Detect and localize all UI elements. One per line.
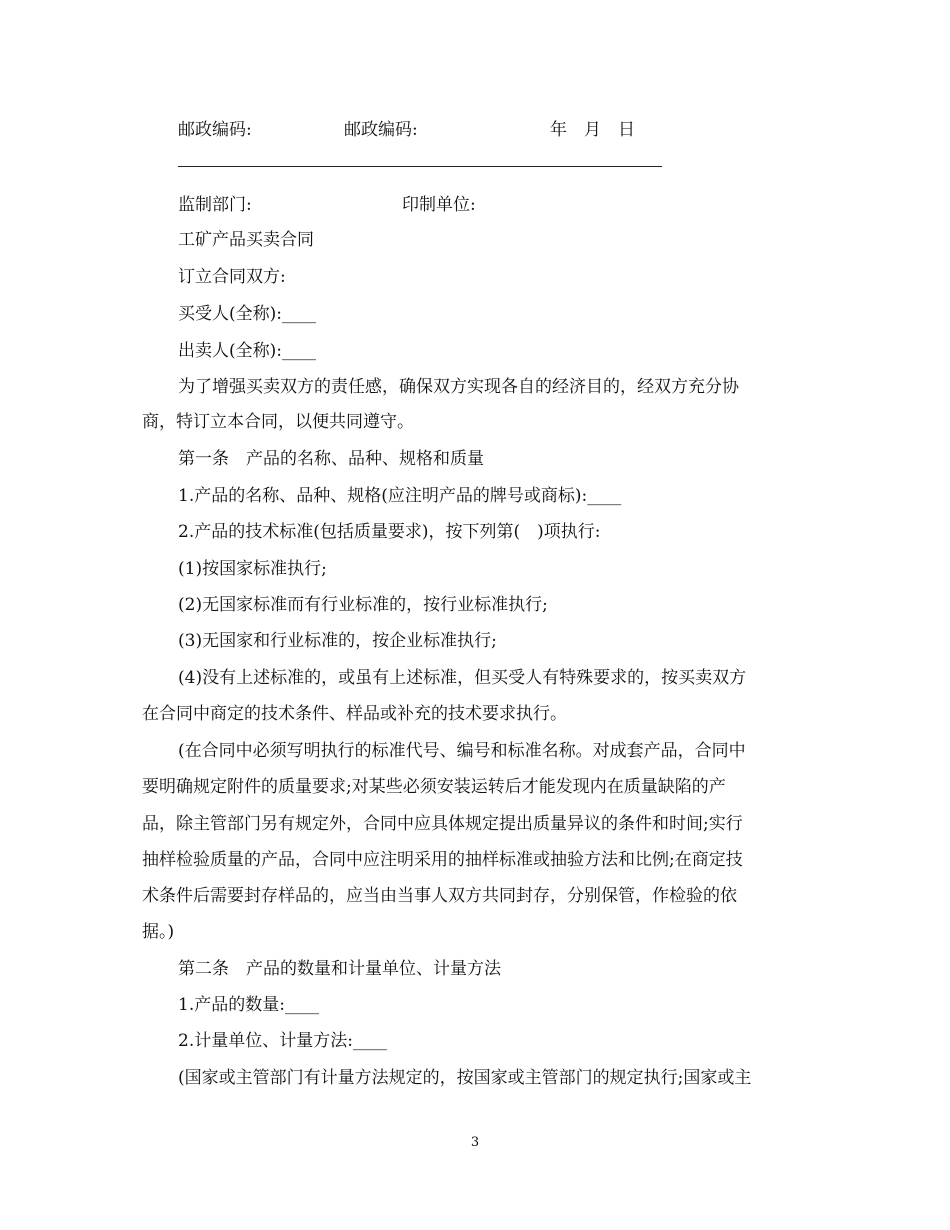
paragraph-line: 据。)	[142, 922, 175, 942]
paragraph-line: 为了增强买卖双方的责任感，确保双方实现各自的经济目的，经双方充分协	[178, 377, 739, 397]
paragraph-line: 订立合同双方:	[178, 267, 286, 287]
printer-label: 印制单位:	[402, 195, 476, 215]
paragraph-line: (国家或主管部门有计量方法规定的，按国家或主管部门的规定执行;国家或主	[178, 1068, 752, 1088]
paragraph-line: 1.产品的名称、品种、规格(应注明产品的牌号或商标):____	[178, 486, 622, 506]
postcode-label-1: 邮政编码:	[178, 120, 252, 140]
paragraph-line: 出卖人(全称):____	[178, 341, 316, 361]
paragraph-line: (3)无国家和行业标准的，按企业标准执行;	[178, 631, 497, 651]
header-divider	[178, 166, 662, 167]
postcode-label-2: 邮政编码:	[344, 120, 418, 140]
page-number: 3	[470, 1135, 480, 1150]
paragraph-line: (在合同中必须写明执行的标准代号、编号和标准名称。对成套产品，合同中	[178, 741, 746, 761]
supervisor-label: 监制部门:	[178, 195, 252, 215]
paragraph-line: 抽样检验质量的产品，合同中应注明采用的抽样标准或抽验方法和比例;在商定技	[142, 850, 743, 870]
article-heading: 第二条 产品的数量和计量单位、计量方法	[178, 959, 501, 979]
paragraph-line: 品，除主管部门另有规定外，合同中应具体规定提出质量异议的条件和时间;实行	[142, 814, 743, 834]
date-label: 年 月 日	[550, 120, 635, 140]
paragraph-line: 1.产品的数量:____	[178, 995, 319, 1015]
contract-title: 工矿产品买卖合同	[178, 230, 314, 250]
paragraph-line: (2)无国家标准而有行业标准的，按行业标准执行;	[178, 595, 548, 615]
article-heading: 第一条 产品的名称、品种、规格和质量	[178, 449, 484, 469]
paragraph-line: 术条件后需要封存样品的，应当由当事人双方共同封存，分别保管，作检验的依	[142, 886, 737, 906]
paragraph-line: 商，特订立本合同，以便共同遵守。	[142, 412, 414, 432]
paragraph-line: 要明确规定附件的质量要求;对某些必须安装运转后才能发现内在质量缺陷的产	[142, 777, 726, 797]
paragraph-line: 在合同中商定的技术条件、样品或补充的技术要求执行。	[142, 704, 567, 724]
paragraph-line: 2.计量单位、计量方法:____	[178, 1031, 387, 1051]
paragraph-line: 买受人(全称):____	[178, 304, 316, 324]
paragraph-line: 2.产品的技术标准(包括质量要求)，按下列第( )项执行:	[178, 522, 601, 542]
paragraph-line: (4)没有上述标准的，或虽有上述标准，但买受人有特殊要求的，按买卖双方	[178, 668, 747, 688]
paragraph-line: (1)按国家标准执行;	[178, 559, 327, 579]
